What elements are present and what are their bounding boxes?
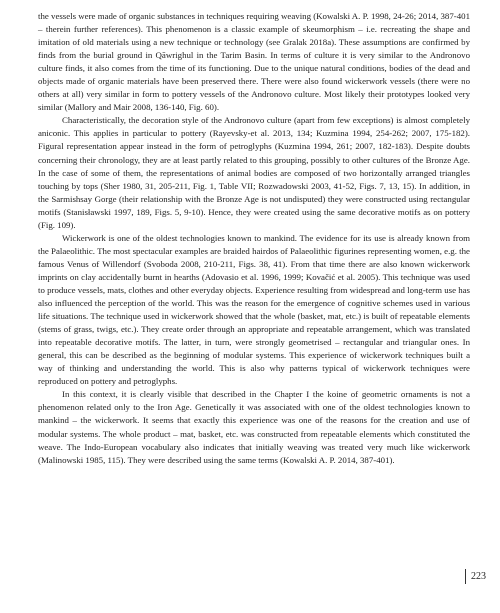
paragraph-2: Characteristically, the decoration style of the Andronovo culture (apart from few exceptions) is almost completely aniconic. This applies in particular to pottery (Rayevsky-et al. 2013, 134; Kuzmina 1994, 254-262; 2007, 175-182). Figural representation appear instead in the form of petroglyphs (Kuzmina 1994, 261; 2007, 182-183). Despite doubts concerning their chronology, they are at least partly related to this grouping, possibly to other cultures of the Bronze Age. In the case of some of them, the representations of animal bodies are composed of two horizontally arranged triangles touching by tops (Sher 1980, 31, 205-211, Fig. 1, Table VII; Rozwadowski 2003, 41-52, Figs. 7, 13, 15). In addition, in the Sarmishsay Gorge (their relationship with the Bronze Age is not undisputed) they were constructed using rectangular motifs (Stanisławski 1997, 189, Figs. 5, 9-10). Hence, they were created using the same decorative motifs as on pottery (Fig. 109).: [38, 115, 470, 230]
body-text: [38, 10, 470, 467]
paragraph-4: In this context, it is clearly visible that described in the Chapter I the koine of geometric ornaments is not a phenomenon related only to the Iron Age. Genetically it was associated with one of the oldest technologies known to mankind – the wickerwork. It seems that exactly this experience was one of the reasons for the creation and use of modular systems. The whole product – mat, basket, etc. was constructed from repeatable elements which constituted the weave. The Indo-European vocabulary also indicates that initially weaving was treated very much like wickerwork (Malinowski 1985, 115). They were described using the same terms (Kowalski A. P. 2014, 387-401).: [38, 389, 470, 465]
paragraph-3: Wickerwork is one of the oldest technologies known to mankind. The evidence for its use is already known from the Palaeolithic. The most spectacular examples are braided hairdos of Palaeolithic figurines representing women, e.g. the famous Venus of Willendorf (Svoboda 2008, 210-211, Figs. 38, 41). From that time there are also known wickerwork imprints on clay accidentally burnt in hearths (Adovasio et al. 1996, 1999; Kovačić et al. 2005). This technique was used to produce vessels, mats, clothes and other everyday objects. Experience resulting from widespread and long-term use has also influenced the perception of the world. This was the reason for the emergence of cognitive schemes used in various life situations. The technique used in wickerwork showed that the whole (basket, mat, etc.) is built of repeatable elements (stems of grass, twigs, etc.). They create order through an appropriate and repeatable arrangement, which was translated into repeatable decorative motifs. The latter, in turn, were strongly geometrised – rectangular and triangular ones. In general, this can be described as the beginning of modular systems. This experience of wickerwork techniques built a way of thinking and understanding the world. This is also why patterns typical of wickerwork techniques were reproduced on pottery and petroglyphs.: [38, 232, 470, 387]
page-number: 223: [465, 569, 486, 584]
paragraph-1: the vessels were made of organic substances in techniques requiring weaving (Kowalski A. P. 1998, 24-26; 2014, 387-401 – therein further references). This phenomenon is a classic example of skeumorphism – i.e. recreating the shape and imitation of old materials using a new technique or technology (see Gralak 2018a). These assumptions are confirmed by finds from the burial ground in Qāwrighul in the Tarim Basin. In terms of culture it is very similar to the Andronovo culture finds, it also comes from the time of its functioning. Due to the unique natural conditions, bodies of the dead and objects made of organic materials have been preserved there. There were also found wickerwork vessels (there were no others at all) very similar in form to pottery vessels of the Andronovo culture. Most likely their prototypes looked very similar (Mallory and Mair 2008, 136-140, Fig. 60).: [38, 11, 470, 113]
